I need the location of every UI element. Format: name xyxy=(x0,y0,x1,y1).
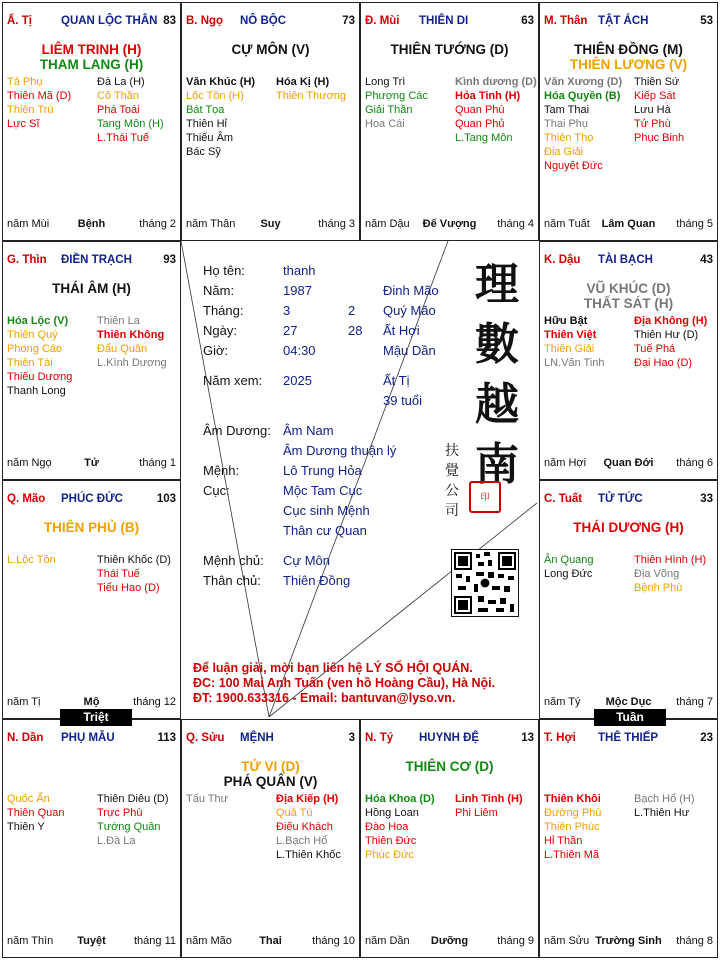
month-label: tháng 2 xyxy=(139,218,176,230)
minor-stars-right xyxy=(634,314,718,370)
minor-stars-right xyxy=(97,75,181,145)
palace-cell[interactable] xyxy=(2,719,181,958)
month-label: tháng 11 xyxy=(133,935,176,947)
amduong-value-2: Âm Dương thuận lý xyxy=(283,443,397,458)
branch-label: T. Hợi xyxy=(544,732,576,744)
minor-star: Thiên Đức xyxy=(365,835,417,847)
hour-value: 04:30 xyxy=(283,343,316,358)
main-star: VŨ KHÚC (D) xyxy=(586,281,671,296)
minor-star: Phúc Đức xyxy=(365,849,414,861)
minor-star: Kiếp Sát xyxy=(634,90,676,102)
palace-name: TỬ TỨC xyxy=(598,493,643,505)
minor-stars-left xyxy=(544,75,630,173)
minor-star: Đà La (H) xyxy=(97,76,145,88)
lifecycle-stage: Tuyệt xyxy=(77,935,106,947)
year-label: năm Ngọ xyxy=(7,457,52,469)
minor-star: Phong Cáo xyxy=(7,343,63,355)
minor-star: Kình dương (D) xyxy=(455,76,537,88)
minor-star: Hóa Khoa (D) xyxy=(365,793,435,805)
minor-star: Lực Sĩ xyxy=(7,118,40,130)
palace-footer xyxy=(7,935,176,949)
minor-star: L.Đà La xyxy=(97,835,136,847)
main-star: THIÊN ĐỒNG (M) xyxy=(574,42,683,57)
main-stars xyxy=(3,520,180,535)
minor-star: Bát Tọa xyxy=(186,104,225,116)
palace-cell[interactable] xyxy=(360,2,539,241)
minor-star: Thái Tuế xyxy=(97,568,140,580)
month-label: tháng 6 xyxy=(676,457,713,469)
minor-stars-right xyxy=(97,553,181,595)
name-label: Họ tên: xyxy=(203,263,245,278)
lifecycle-stage: Thai xyxy=(259,935,282,947)
tuan-tag: Tuần xyxy=(594,709,666,726)
lifecycle-stage: Suy xyxy=(260,218,281,230)
minor-star: L.Kình Dương xyxy=(97,357,167,369)
day-label: Ngày: xyxy=(203,323,237,338)
minor-star: Thiên Quý xyxy=(7,329,58,341)
logo-calligraphy: 理 數 越 南 xyxy=(475,259,519,490)
branch-label: Ấ. Tị xyxy=(7,15,32,27)
minor-star: Đường Phù xyxy=(544,807,602,819)
palace-cell[interactable] xyxy=(539,241,718,480)
palace-footer xyxy=(544,935,713,949)
year-label: năm Hợi xyxy=(544,457,587,469)
minor-star: Địa Không (H) xyxy=(634,315,708,327)
palace-footer xyxy=(544,218,713,232)
month-label: tháng 7 xyxy=(676,696,713,708)
minor-star: Thiên La xyxy=(97,315,140,327)
minor-star: Lưu Hà xyxy=(634,104,671,116)
hour-canchi: Mậu Dần xyxy=(383,343,436,358)
minor-star: Thiên Khốc (D) xyxy=(97,554,171,566)
minor-stars-left xyxy=(544,314,630,370)
palace-number: 63 xyxy=(521,15,534,27)
minor-star: Tuế Phá xyxy=(634,343,676,355)
minor-star: LN.Văn Tinh xyxy=(544,357,605,369)
minor-star: Thiên Phúc xyxy=(544,821,600,833)
minor-star: Thiên Quan xyxy=(7,807,65,819)
main-star: PHÁ QUÂN (V) xyxy=(223,774,318,789)
minor-star: Thiên Tài xyxy=(7,357,53,369)
minor-star: Thiên Không xyxy=(97,329,165,341)
minor-stars-right xyxy=(276,792,360,862)
month-label: tháng 3 xyxy=(318,218,355,230)
lifecycle-stage: Quan Đới xyxy=(603,457,654,469)
palace-name: HUYNH ĐỆ xyxy=(419,732,480,744)
name-value: thanh xyxy=(283,263,316,278)
palace-name: QUAN LỘC THÂN xyxy=(61,15,158,27)
cuc-label: Cục: xyxy=(203,483,230,498)
lifecycle-stage: Đế Vượng xyxy=(422,218,477,230)
minor-star: L.Thiên Khốc xyxy=(276,849,341,861)
minor-stars-left xyxy=(186,75,272,159)
minor-star: Đại Hao (D) xyxy=(634,357,693,369)
year-label: năm Mão xyxy=(186,935,232,947)
minor-star: Tiểu Hao (D) xyxy=(97,582,160,594)
palace-name: THÊ THIẾP xyxy=(598,732,659,744)
minor-stars-right xyxy=(455,792,539,820)
minor-star: Phi Liêm xyxy=(455,807,498,819)
minor-stars-left xyxy=(186,792,272,806)
year-label: năm Mùi xyxy=(7,218,50,230)
palace-cell[interactable] xyxy=(360,719,539,958)
minor-star: Đào Hoa xyxy=(365,821,409,833)
minor-star: Thiên Y xyxy=(7,821,45,833)
minor-star: Tam Thai xyxy=(544,104,590,116)
palace-number: 43 xyxy=(700,254,713,266)
minor-star: L.Thái Tuế xyxy=(97,132,149,144)
palace-footer xyxy=(7,696,176,710)
palace-footer xyxy=(7,457,176,471)
minor-stars-right xyxy=(455,75,539,145)
palace-name: PHỤ MẪU xyxy=(61,732,115,744)
branch-label: B. Ngọ xyxy=(186,15,224,27)
month-label: tháng 5 xyxy=(676,218,713,230)
main-star: TỬ VI (D) xyxy=(241,759,300,774)
red-seal-icon: 印 xyxy=(469,481,501,513)
minor-star: Quả Tú xyxy=(276,807,313,819)
minor-star: Địa Võng xyxy=(634,568,680,580)
palace-header xyxy=(7,493,176,509)
palace-footer xyxy=(365,218,534,232)
palace-header xyxy=(544,15,713,31)
year-label: năm Dần xyxy=(365,935,410,947)
minor-star: L.Lộc Tồn xyxy=(7,554,56,566)
hour-label: Giờ: xyxy=(203,343,229,358)
palace-footer xyxy=(186,218,355,232)
minor-star: Phục Binh xyxy=(634,132,685,144)
year-label: Năm: xyxy=(203,283,235,298)
minor-stars-left xyxy=(544,553,630,581)
minor-star: Tả Phụ xyxy=(7,76,43,88)
minor-star: Phượng Các xyxy=(365,90,428,102)
year-label: năm Thân xyxy=(186,218,236,230)
month-label: tháng 8 xyxy=(676,935,713,947)
palace-header xyxy=(365,15,534,31)
month-value: 3 xyxy=(283,303,291,318)
triet-tag: Triệt xyxy=(60,709,132,726)
minor-star: Tử Phù xyxy=(634,118,671,130)
lifecycle-stage: Tử xyxy=(84,457,99,469)
month-label: tháng 4 xyxy=(497,218,534,230)
main-star: CỰ MÔN (V) xyxy=(231,42,310,57)
minor-stars-left xyxy=(365,75,451,131)
year-label: năm Tị xyxy=(7,696,41,708)
minor-star: Hữu Bật xyxy=(544,315,588,327)
minor-star: Đẩu Quân xyxy=(97,343,148,355)
view-year-value: 2025 xyxy=(283,373,312,388)
palace-number: 93 xyxy=(163,254,176,266)
minor-star: Quan Phù xyxy=(455,104,505,116)
palace-cell[interactable] xyxy=(2,2,181,241)
minor-star: L.Tang Môn xyxy=(455,132,513,144)
year-label: năm Tuất xyxy=(544,218,590,230)
contact-line-3: ĐT: 1900.633316 - Email: bantuvan@lyso.vn. xyxy=(193,691,456,705)
minor-star: Hóa Kị (H) xyxy=(276,76,330,88)
palace-number: 53 xyxy=(700,15,713,27)
minor-star: Tấu Thư xyxy=(186,793,229,805)
minor-stars-left xyxy=(7,553,93,567)
minor-stars-right xyxy=(634,792,718,820)
palace-number: 33 xyxy=(700,493,713,505)
palace-cell[interactable] xyxy=(2,480,181,719)
minor-star: Thiên Hư (D) xyxy=(634,329,699,341)
minor-star: Hóa Quyền (B) xyxy=(544,90,621,102)
palace-header xyxy=(544,493,713,509)
palace-header xyxy=(186,15,355,31)
amduong-label: Âm Dương: xyxy=(203,423,271,438)
view-year-canchi: Ất Tị xyxy=(383,373,410,388)
main-star: THÁI ÂM (H) xyxy=(52,281,131,296)
minor-star: Giải Thần xyxy=(365,104,413,116)
main-stars xyxy=(182,42,359,57)
branch-label: N. Dần xyxy=(7,732,44,744)
contact-line-1: Để luận giải, mời bạn liên hệ LÝ SỐ HỘI QUÁN. xyxy=(193,661,473,675)
than-chu-value: Thiên Đồng xyxy=(283,573,351,588)
main-star: THẤT SÁT (H) xyxy=(583,296,674,311)
month-label: tháng 9 xyxy=(497,935,534,947)
palace-number: 23 xyxy=(700,732,713,744)
palace-cell[interactable] xyxy=(539,719,718,958)
menh-label: Mệnh: xyxy=(203,463,240,478)
minor-star: Long Đức xyxy=(544,568,593,580)
palace-name: PHÚC ĐỨC xyxy=(61,493,123,505)
palace-header xyxy=(544,732,713,748)
cuc-value: Mộc Tam Cục xyxy=(283,483,363,498)
minor-star: Long Trì xyxy=(365,76,406,88)
palace-name: TÀI BẠCH xyxy=(598,254,653,266)
minor-stars-right xyxy=(634,553,718,595)
minor-star: Bạch Hổ (H) xyxy=(634,793,695,805)
main-stars xyxy=(3,281,180,296)
main-stars xyxy=(361,42,538,57)
main-stars xyxy=(540,42,717,72)
main-star: THIÊN CƠ (D) xyxy=(405,759,494,774)
main-stars xyxy=(182,759,359,789)
minor-stars-right xyxy=(634,75,718,145)
main-star: LIÊM TRINH (H) xyxy=(41,42,142,57)
palace-footer xyxy=(544,457,713,471)
minor-stars-right xyxy=(276,75,360,103)
branch-label: Q. Mão xyxy=(7,493,46,505)
branch-label: Q. Sửu xyxy=(186,732,225,744)
day-canchi: Ất Hợi xyxy=(383,323,420,338)
minor-stars-left xyxy=(544,792,630,862)
minor-star: Quan Phủ xyxy=(455,118,505,130)
palace-footer xyxy=(186,935,355,949)
branch-label: K. Dậu xyxy=(544,254,581,266)
month-canchi: Quý Mão xyxy=(383,303,436,318)
center-info-panel xyxy=(181,241,537,717)
month-label: tháng 10 xyxy=(312,935,355,947)
year-label: năm Dậu xyxy=(365,218,410,230)
main-stars xyxy=(3,42,180,72)
palace-number: 73 xyxy=(342,15,355,27)
minor-star: Địa Giải xyxy=(544,146,584,158)
minor-star: Thiên Sứ xyxy=(634,76,680,88)
minor-star: Thiên Trù xyxy=(7,104,54,116)
palace-number: 83 xyxy=(163,15,176,27)
minor-star: Văn Khúc (H) xyxy=(186,76,256,88)
palace-number: 113 xyxy=(157,732,176,744)
palace-number: 103 xyxy=(156,493,176,505)
minor-star: L.Bạch Hổ xyxy=(276,835,328,847)
minor-star: Hỉ Thần xyxy=(544,835,583,847)
minor-star: Thiên Diêu (D) xyxy=(97,793,169,805)
minor-star: Văn Xương (D) xyxy=(544,76,623,88)
palace-cell[interactable] xyxy=(2,241,181,480)
age: 39 tuổi xyxy=(383,393,423,408)
lifecycle-stage: Mộc Dục xyxy=(605,696,652,708)
minor-star: Thai Phụ xyxy=(544,118,589,130)
palace-cell[interactable] xyxy=(539,480,718,719)
minor-star: Nguyệt Đức xyxy=(544,160,603,172)
main-star: THIÊN TƯỚNG (D) xyxy=(390,42,509,57)
minor-star: Thiên Việt xyxy=(544,329,597,341)
minor-star: Linh Tinh (H) xyxy=(455,793,523,805)
menh-chu-label: Mệnh chủ: xyxy=(203,553,264,568)
minor-star: Cô Thần xyxy=(97,90,139,102)
palace-cell[interactable] xyxy=(181,2,360,241)
month-label: tháng 1 xyxy=(139,457,176,469)
amduong-value: Âm Nam xyxy=(283,423,334,438)
lifecycle-stage: Trường Sinh xyxy=(595,935,662,947)
minor-star: Trực Phù xyxy=(97,807,143,819)
palace-cell[interactable] xyxy=(539,2,718,241)
palace-number: 3 xyxy=(348,732,355,744)
minor-star: Hồng Loan xyxy=(365,807,419,819)
main-stars xyxy=(361,759,538,774)
minor-star: Bác Sỹ xyxy=(186,146,221,158)
minor-star: Thiên Thọ xyxy=(544,132,594,144)
main-star: THAM LANG (H) xyxy=(39,57,144,72)
palace-cell[interactable] xyxy=(181,719,360,958)
lifecycle-stage: Lâm Quan xyxy=(601,218,656,230)
palace-name: MỆNH xyxy=(240,732,274,744)
main-star: THIÊN PHỦ (B) xyxy=(43,520,140,535)
contact-info xyxy=(193,661,533,706)
branch-label: N. Tý xyxy=(365,732,394,744)
minor-star: Điếu Khách xyxy=(276,821,333,833)
palace-name: THIÊN DI xyxy=(419,15,469,27)
minor-star: Thiên Khôi xyxy=(544,793,601,805)
year-label: năm Tý xyxy=(544,696,581,708)
cuc-value-3: Thân cư Quan xyxy=(283,523,367,538)
palace-header xyxy=(7,15,176,31)
palace-header xyxy=(7,254,176,270)
year-label: năm Sửu xyxy=(544,935,590,947)
branch-label: G. Thìn xyxy=(7,254,47,266)
contact-line-2: ĐC: 100 Mai Anh Tuấn (ven hồ Hoàng Cầu), Hà Nội. xyxy=(193,676,496,690)
year-label: năm Thìn xyxy=(7,935,54,947)
branch-label: M. Thân xyxy=(544,15,588,27)
minor-star: Thiên Thương xyxy=(276,90,347,102)
minor-stars-right xyxy=(97,792,181,848)
menh-value: Lô Trung Hỏa xyxy=(283,463,362,478)
minor-star: Thiếu Âm xyxy=(186,132,234,144)
branch-label: Đ. Mùi xyxy=(365,15,400,27)
day-lunar: 28 xyxy=(348,323,363,338)
minor-star: Quốc Ấn xyxy=(7,793,50,805)
company-seal-text: 扶 覺 公 司 xyxy=(445,443,459,519)
main-star: THIÊN LƯƠNG (V) xyxy=(569,57,688,72)
minor-star: Thiếu Dương xyxy=(7,371,73,383)
month-label: Tháng: xyxy=(203,303,244,318)
branch-label: C. Tuất xyxy=(544,493,583,505)
palace-header xyxy=(544,254,713,270)
minor-star: Thiên Giải xyxy=(544,343,595,355)
main-stars xyxy=(540,520,717,535)
lifecycle-stage: Bệnh xyxy=(77,218,106,230)
lifecycle-stage: Mộ xyxy=(83,696,100,708)
menh-chu-value: Cự Môn xyxy=(283,553,330,568)
minor-star: Ân Quang xyxy=(544,554,594,566)
minor-star: Hóa Lộc (V) xyxy=(7,315,69,327)
minor-stars-left xyxy=(365,792,451,862)
minor-star: Thanh Long xyxy=(7,385,66,397)
minor-star: Lộc Tồn (H) xyxy=(186,90,244,102)
day-value: 27 xyxy=(283,323,298,338)
palace-footer xyxy=(7,218,176,232)
main-stars xyxy=(540,281,717,311)
palace-name: ĐIỀN TRẠCH xyxy=(61,254,132,266)
year-value: 1987 xyxy=(283,283,312,298)
minor-stars-left xyxy=(7,314,93,398)
palace-name: TẬT ÁCH xyxy=(598,15,649,27)
palace-name: NÔ BỘC xyxy=(240,15,286,27)
month-lunar: 2 xyxy=(348,303,356,318)
cuc-value-2: Cục sinh Mệnh xyxy=(283,503,370,518)
palace-header xyxy=(365,732,534,748)
palace-footer xyxy=(544,696,713,710)
palace-number: 13 xyxy=(521,732,534,744)
than-chu-label: Thân chủ: xyxy=(203,573,261,588)
lifecycle-stage: Dưỡng xyxy=(430,935,469,947)
palace-header xyxy=(7,732,176,748)
minor-star: Bệnh Phù xyxy=(634,582,683,594)
minor-star: L.Thiên Mã xyxy=(544,849,600,861)
minor-star: Hỏa Tinh (H) xyxy=(455,90,521,102)
year-canchi: Đinh Mão xyxy=(383,283,439,298)
minor-star: Thiên Hình (H) xyxy=(634,554,707,566)
minor-star: Tang Môn (H) xyxy=(97,118,164,130)
minor-star: L.Thiên Hư xyxy=(634,807,690,819)
palace-header xyxy=(186,732,355,748)
view-year-label: Năm xem: xyxy=(203,373,263,388)
minor-star: Thiên Hỉ xyxy=(186,118,227,130)
minor-stars-left xyxy=(7,75,93,131)
main-star: THÁI DƯƠNG (H) xyxy=(573,520,684,535)
minor-star: Địa Kiếp (H) xyxy=(276,793,339,805)
minor-star: Hoa Cái xyxy=(365,118,405,130)
minor-star: Tướng Quân xyxy=(97,821,161,833)
minor-stars-right xyxy=(97,314,181,370)
minor-star: Phá Toái xyxy=(97,104,140,116)
minor-stars-left xyxy=(7,792,93,834)
month-label: tháng 12 xyxy=(133,696,176,708)
minor-star: Thiên Mã (D) xyxy=(7,90,72,102)
palace-footer xyxy=(365,935,534,949)
qr-code-icon[interactable] xyxy=(451,549,519,617)
